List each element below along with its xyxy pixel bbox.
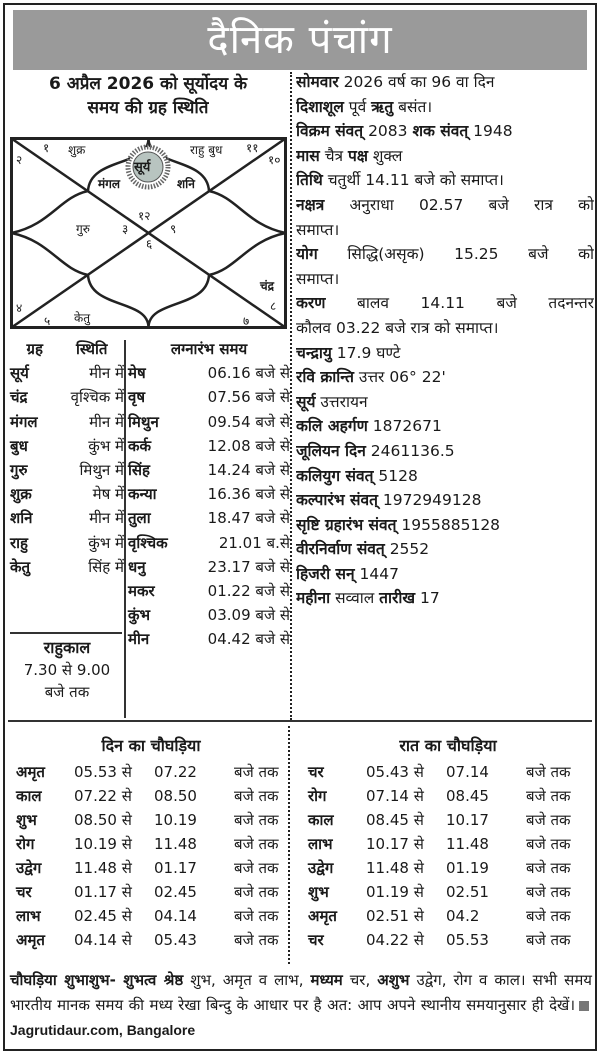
info-line-surya: सूर्य उत्तरायन: [296, 392, 368, 411]
table-row: लाभ 02.45 से 04.14 बजे तक: [16, 907, 279, 925]
footer-note: चौघड़िया शुभाशुभ- शुभत्व श्रेष्ठ शुभ, अमृत व लाभ, मध्यम चर, अशुभ उद्वेग, रोग व काल। सभी समय भारतीय मानक समय की मध्य रेखा बिन्दु के आधार पर है अत: आप अपने स्थानीय समयानुसार ही देखें।Jagrutidaur.com, Bangalore: [10, 971, 592, 1038]
raat-choghadiya-title: रात का चौघड़िया: [399, 736, 497, 755]
table-row: मेष 06.16 बजे से: [128, 364, 290, 383]
rahukaal-time: 7.30 से 9.00: [23, 661, 111, 679]
info-line-julian-day: जूलियन दिन 2461136.5: [296, 441, 455, 460]
house-7: ७: [243, 314, 250, 328]
info-line-samvat: विक्रम संवत् 2083 शक संवत् 1948: [296, 122, 513, 141]
planet-ketu: केतु: [74, 311, 91, 325]
heading-line-1: 6 अप्रैल 2026 को सूर्योदय के: [48, 74, 248, 94]
info-line-yog-end: समाप्त।: [296, 269, 340, 288]
table-row: धनु 23.17 बजे से: [128, 557, 290, 576]
table-row: रोग 07.14 से 08.45 बजे तक: [308, 787, 571, 805]
table-row: तुला 18.47 बजे से: [128, 509, 290, 528]
planet-shukra: शुक्र: [68, 143, 86, 157]
info-line-kaliyug-samvat: कलियुग संवत् 5128: [296, 466, 418, 485]
info-line-hijri-san: हिजरी सन् 1447: [296, 564, 399, 583]
table-row: शुभ 08.50 से 10.19 बजे तक: [16, 811, 279, 829]
brand-credit: Jagrutidaur.com, Bangalore: [10, 1022, 196, 1038]
info-line-chandrayu: चन्द्रायु 17.9 घण्टे: [296, 343, 401, 362]
square-bullet-icon: [579, 1001, 589, 1011]
house-9: ९: [170, 222, 177, 236]
info-line-kali-ahargan: कलि अहर्गण 1872671: [296, 417, 442, 436]
info-line-nakshatra-end: समाप्त।: [296, 220, 340, 239]
rahukaal-box: [10, 637, 124, 703]
info-line-yog: योग सिद्धि(असृक) 15.25 बजे को: [296, 245, 594, 264]
table-row: लाभ 10.17 से 11.48 बजे तक: [308, 835, 571, 853]
house-1: १: [43, 141, 50, 155]
table-row: शुभ 01.19 से 02.51 बजे तक: [308, 883, 571, 901]
table-row: मीन 04.42 बजे से: [128, 630, 290, 649]
table-row: शुक्र मेष में: [10, 485, 124, 504]
table-row: सिंह 14.24 बजे से: [128, 461, 290, 480]
section-divider: [8, 720, 592, 722]
table-row: वृष 07.56 बजे से: [128, 388, 290, 407]
planet-surya: सूर्य: [134, 160, 151, 175]
table-row: अमृत 04.14 से 05.43 बजे तक: [16, 931, 279, 949]
graha-heading: [8, 72, 288, 120]
table-row: मंगल मीन में: [10, 412, 124, 431]
info-line-maas: मास चैत्र पक्ष शुक्ल: [296, 146, 403, 165]
table-row: चर 05.43 से 07.14 बजे तक: [308, 763, 571, 781]
rahukaal-suffix: बजे तक: [44, 683, 90, 701]
house-11: ११: [246, 141, 259, 155]
table-row: उद्वेग 11.48 से 01.17 बजे तक: [16, 859, 279, 877]
info-line-veernirvan-samvat: वीरनिर्वाण संवत् 2552: [296, 540, 430, 559]
table-row: कुंभ 03.09 बजे से: [128, 606, 290, 625]
din-choghadiya: [16, 734, 286, 952]
planet-shani: शनि: [177, 177, 195, 191]
table-row: कन्या 16.36 बजे से: [128, 485, 290, 504]
info-line-dishashool: दिशाशूल पूर्व ऋतु बसंत।: [296, 97, 433, 116]
table-row: उद्वेग 11.48 से 01.19 बजे तक: [308, 859, 571, 877]
column-divider-bottom: [288, 726, 290, 964]
info-line-kalparambh-samvat: कल्पारंभ संवत् 1972949128: [296, 491, 482, 510]
house-5: ५: [44, 314, 51, 328]
info-line-karan-end: कौलव 03.22 बजे रात्र को समाप्त।: [296, 318, 499, 337]
planet-guru: गुरु: [76, 222, 90, 236]
house-6: ६: [146, 237, 153, 251]
table-row: मकर 01.22 बजे से: [128, 582, 290, 601]
rahukaal-title: राहुकाल: [43, 638, 91, 657]
table-row: चंद्र वृश्चिक में: [10, 388, 124, 407]
table-row: गुरु मिथुन में: [10, 461, 124, 480]
info-line-nakshatra: नक्षत्र अनुराधा 02.57 बजे रात्र को: [296, 195, 594, 214]
table-row: काल 08.45 से 10.17 बजे तक: [308, 811, 571, 829]
table-row: राहु कुंभ में: [10, 533, 124, 552]
house-2: २: [16, 153, 23, 167]
table-row: वृश्चिक 21.01 ब.से: [128, 533, 290, 552]
house-3: ३: [122, 222, 129, 236]
table-row: मिथुन 09.54 बजे से: [128, 412, 290, 431]
table-row: चर 01.17 से 02.45 बजे तक: [16, 883, 279, 901]
table-row: बुध कुंभ में: [10, 436, 124, 455]
lagna-divider: [124, 340, 126, 718]
planet-rahu-budh: राहु बुध: [190, 143, 223, 157]
page-title: दैनिक पंचांग: [13, 10, 587, 70]
raat-choghadiya: [308, 734, 588, 952]
house-12: १२: [138, 209, 151, 223]
rahukaal-divider: [10, 632, 122, 634]
info-line-ravi-kranti: रवि क्रान्ति उत्तर 06° 22': [296, 368, 446, 387]
house-4: ४: [16, 301, 23, 315]
info-line-karan: करण बालव 14.11 बजे तदनन्तर: [296, 294, 594, 313]
table-row: अमृत 02.51 से 04.2 बजे तक: [308, 907, 571, 925]
graha-sthiti-table: [10, 337, 124, 579]
graha-sthiti-header: ग्रह स्थिति: [26, 340, 108, 358]
table-row: सूर्य मीन में: [10, 364, 124, 383]
info-line-mahina: महीना सव्वाल तारीख 17: [296, 589, 440, 608]
table-row: शनि मीन में: [10, 509, 124, 528]
din-choghadiya-title: दिन का चौघड़िया: [101, 736, 201, 755]
house-8: ८: [270, 299, 277, 313]
house-10: १०: [268, 153, 281, 167]
info-line-tithi: तिथि चतुर्थी 14.11 बजे को समाप्त।: [296, 171, 504, 190]
table-row: अमृत 05.53 से 07.22 बजे तक: [16, 763, 279, 781]
lagna-header: लग्नारंभ समय: [170, 340, 248, 358]
info-line-weekday: सोमवार 2026 वर्ष का 96 वा दिन: [296, 73, 495, 91]
lagna-table: [128, 337, 290, 652]
heading-line-2: समय की ग्रह स्थिति: [87, 98, 209, 118]
table-row: चर 04.22 से 05.53 बजे तक: [308, 931, 571, 949]
info-line-srishti-samvat: सृष्टि ग्रहारंभ संवत् 1955885128: [296, 515, 501, 534]
table-row: कर्क 12.08 बजे से: [128, 436, 290, 455]
panchang-info: [296, 70, 594, 611]
planet-chandra: चंद्र: [260, 279, 274, 293]
kundli-chart: [10, 137, 287, 329]
table-row: रोग 10.19 से 11.48 बजे तक: [16, 835, 279, 853]
planet-mangal: मंगल: [98, 177, 121, 191]
column-divider-top: [290, 72, 292, 720]
table-row: केतु सिंह में: [10, 557, 124, 576]
table-row: काल 07.22 से 08.50 बजे तक: [16, 787, 279, 805]
